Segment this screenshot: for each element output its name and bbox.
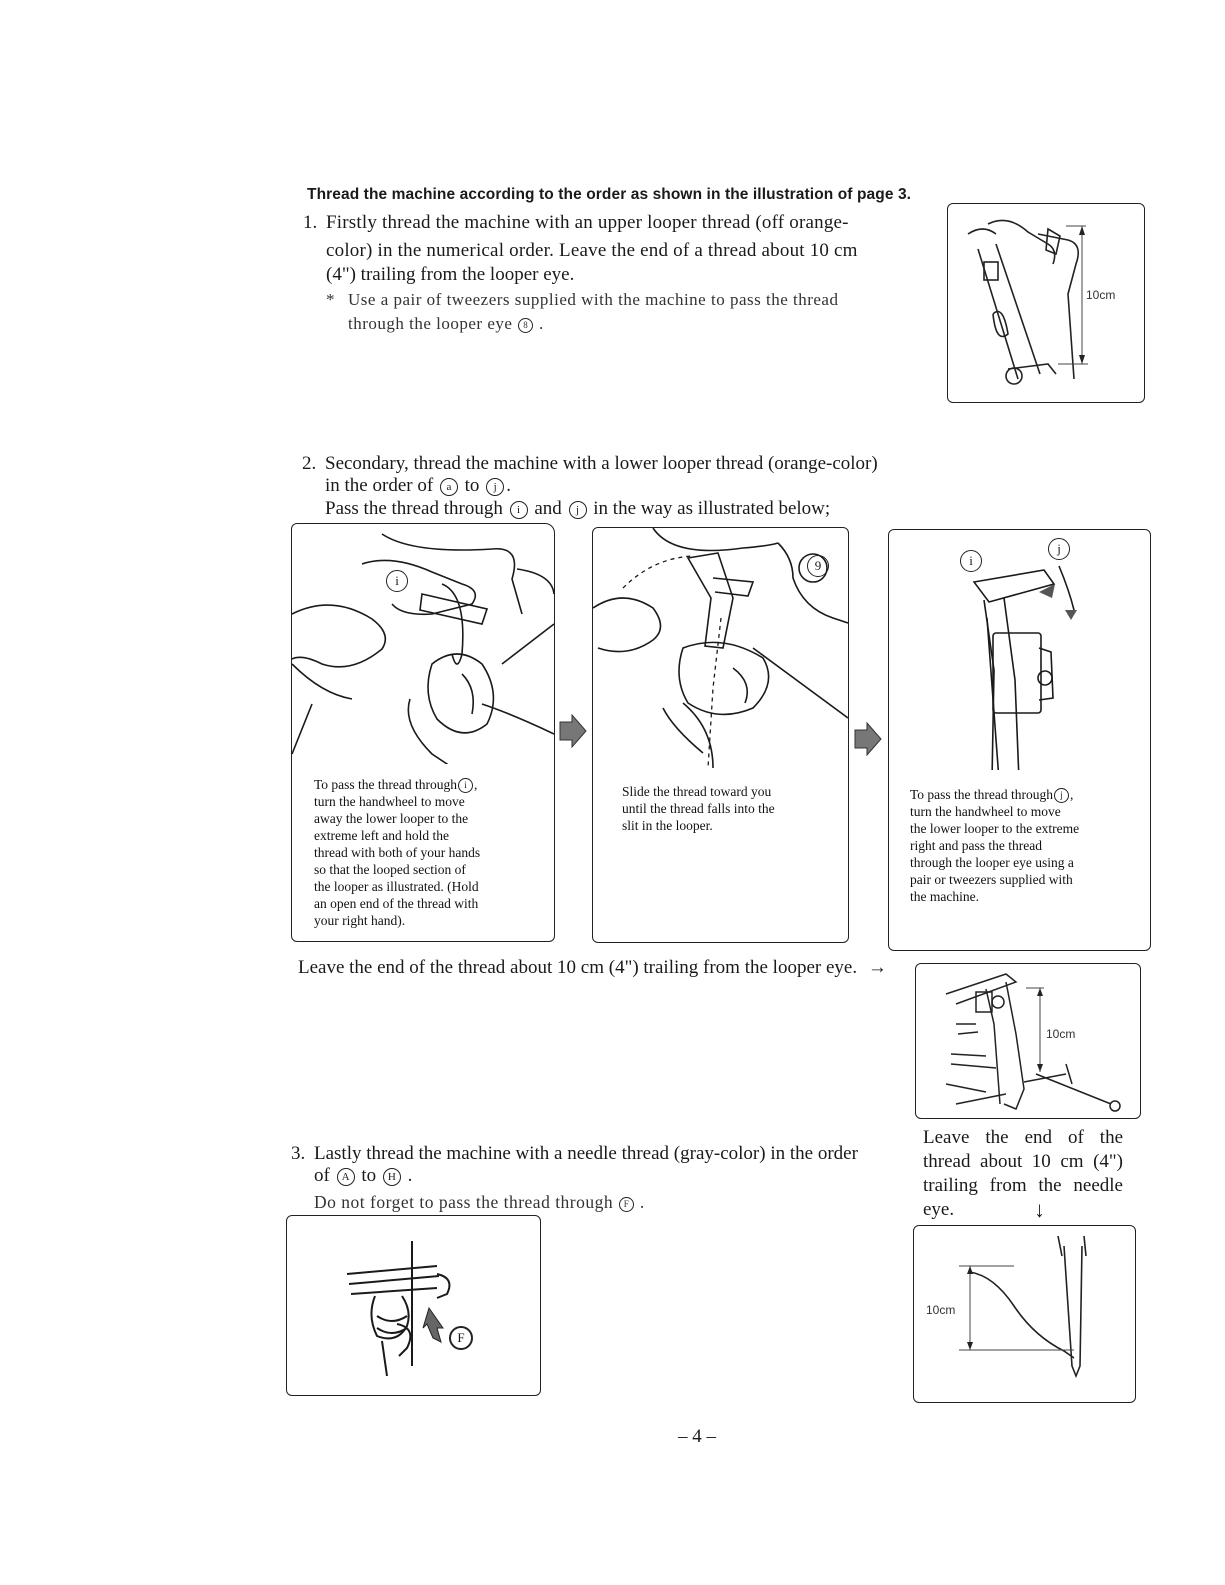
panel1-caption-line: the looper as illustrated. (Hold (314, 879, 479, 894)
step1-line1: Firstly thread the machine with an upper looper thread (off orange- (326, 212, 849, 233)
upper-looper-figure (947, 203, 1145, 403)
panel3-mark-j (1046, 538, 1072, 560)
down-arrow-icon: ↓ (1034, 1197, 1045, 1222)
panel3-caption-line1: To pass the thread through (910, 787, 1054, 802)
mark-j: j (486, 478, 504, 496)
step2-line3-suffix: in the way as illustrated below; (593, 498, 831, 519)
step3-side-line: eye. (923, 1199, 955, 1220)
panel1-caption-line: your right hand). (314, 913, 406, 928)
step3-line2-mid: to (361, 1165, 377, 1186)
step2-line2-mid: to (464, 475, 480, 496)
needle-guide-mark (447, 1326, 475, 1350)
step3-line3 (314, 1191, 645, 1213)
step3-number: 3. (291, 1143, 306, 1164)
step2-number: 2. (302, 453, 317, 474)
needle-10cm-figure (913, 1225, 1136, 1403)
hands-looper-illustration (292, 524, 554, 764)
step3-line2-prefix: of (314, 1165, 330, 1186)
step1-note-line2 (348, 313, 544, 335)
step3-side-text (923, 1127, 1123, 1221)
panel3-caption-line: through the looper eye using a (910, 855, 1074, 870)
panel1-caption-line: turn the handwheel to move (314, 794, 465, 809)
panel2-mark-circle: 9 (807, 555, 829, 577)
panel1-mark-i (384, 570, 410, 592)
panel3-caption (910, 786, 1146, 905)
needle-guide-mark-circle: F (449, 1326, 473, 1350)
panel1-caption-line: away the lower looper to the (314, 811, 469, 826)
panel2-mark (805, 555, 831, 577)
lower-looper-10cm-label: 10cm (1046, 1027, 1076, 1041)
panel1-caption (314, 776, 550, 929)
step2-line1: Secondary, thread the machine with a lower looper thread (orange-color) (325, 453, 878, 474)
panel-left-hands (291, 523, 555, 942)
panel2-caption (622, 783, 842, 834)
step3-side-line: trailing from the needle (923, 1175, 1123, 1196)
step2-leave-line (298, 957, 887, 979)
panel-middle-slide (592, 527, 849, 943)
step1-note-text: through the looper eye (348, 314, 513, 333)
lower-looper-figure (915, 963, 1141, 1119)
step1-note-line1: Use a pair of tweezers supplied with the machine to pass the thread (348, 290, 839, 309)
panel3-mark-i (958, 550, 984, 572)
panel3-mark-i-circle: i (960, 550, 982, 572)
page-number: – 4 – (678, 1426, 716, 1447)
panel3-caption-line: the machine. (910, 889, 979, 904)
panel1-caption-line1: To pass the thread through (314, 777, 458, 792)
panel3-mark-j-circle: j (1048, 538, 1070, 560)
step1-line3: (4") trailing from the looper eye. (326, 264, 575, 285)
panel-right-looper (888, 529, 1151, 951)
right-arrow-icon: → (867, 957, 887, 978)
panel1-caption-line: thread with both of your hands (314, 845, 481, 860)
step2-line2 (325, 475, 511, 497)
step3-line3-suffix: . (639, 1192, 645, 1212)
panel3-caption-line: pair or tweezers supplied with (910, 872, 1073, 887)
panel1-caption-first-line (314, 776, 550, 793)
lower-looper-illustration (889, 530, 1150, 770)
needle-10cm-label: 10cm (926, 1303, 956, 1317)
mark-i: i (510, 501, 528, 519)
panel3-caption-line: turn the handwheel to move (910, 804, 1061, 819)
mark-j-2: j (569, 501, 587, 519)
panel1-caption-mark: i (458, 778, 473, 793)
step2-line3-prefix: Pass the thread through (325, 498, 503, 519)
needle-guide-illustration (287, 1216, 540, 1395)
section-heading: Thread the machine according to the order as shown in the illustration of page 3. (307, 186, 912, 203)
next-step-arrow-icon-2 (853, 722, 883, 756)
step1-number: 1. (303, 212, 318, 233)
step3-line3-prefix: Do not forget to pass the thread through (314, 1192, 614, 1212)
lower-looper-10cm-illustration (916, 964, 1140, 1118)
step2-line2-prefix: in the order of (325, 475, 434, 496)
panel2-caption-line: slit in the looper. (622, 818, 713, 833)
panel3-caption-first-line (910, 786, 1146, 803)
step3-side-line: Leave the end of the (923, 1127, 1123, 1148)
step1-note-star: * (326, 290, 335, 309)
mark-a: a (440, 478, 458, 496)
upper-looper-10cm-label: 10cm (1086, 288, 1116, 302)
needle-guide-figure (286, 1215, 541, 1396)
panel3-caption-line1-end: , (1070, 787, 1074, 802)
panel2-caption-line: Slide the thread toward you (622, 784, 772, 799)
step3-line1: Lastly thread the machine with a needle thread (gray-color) in the order (314, 1143, 858, 1164)
next-step-arrow-icon (558, 714, 588, 748)
panel3-caption-mark: j (1054, 788, 1069, 803)
step2-line2-suffix: . (506, 475, 511, 496)
panel1-caption-line: extreme left and hold the (314, 828, 449, 843)
step2-line3-mid: and (534, 498, 562, 519)
step3-side-line: thread about 10 cm (4") (923, 1151, 1123, 1172)
panel1-caption-line: so that the looped section of (314, 862, 466, 877)
panel1-caption-line1-end: , (474, 777, 478, 792)
upper-looper-illustration (948, 204, 1144, 402)
step3-line2-suffix: . (407, 1165, 413, 1186)
panel3-caption-line: the lower looper to the extreme (910, 821, 1080, 836)
looper-eye-mark: 8 (518, 318, 533, 333)
step3-line2 (314, 1165, 412, 1187)
mark-A: A (337, 1168, 355, 1186)
step2-leave-text: Leave the end of the thread about 10 cm (4") trailing from the looper eye. (298, 957, 858, 978)
mark-F: F (619, 1197, 634, 1212)
step1-line2: color) in the numerical order. Leave the end of a thread about 10 cm (326, 240, 858, 261)
step2-line3 (325, 498, 830, 520)
panel1-mark-i-circle: i (386, 570, 408, 592)
panel3-caption-line: right and pass the thread (910, 838, 1042, 853)
step1-note-suffix: . (538, 314, 544, 333)
panel1-caption-line: an open end of the thread with (314, 896, 479, 911)
mark-H: H (383, 1168, 401, 1186)
panel2-caption-line: until the thread falls into the (622, 801, 775, 816)
